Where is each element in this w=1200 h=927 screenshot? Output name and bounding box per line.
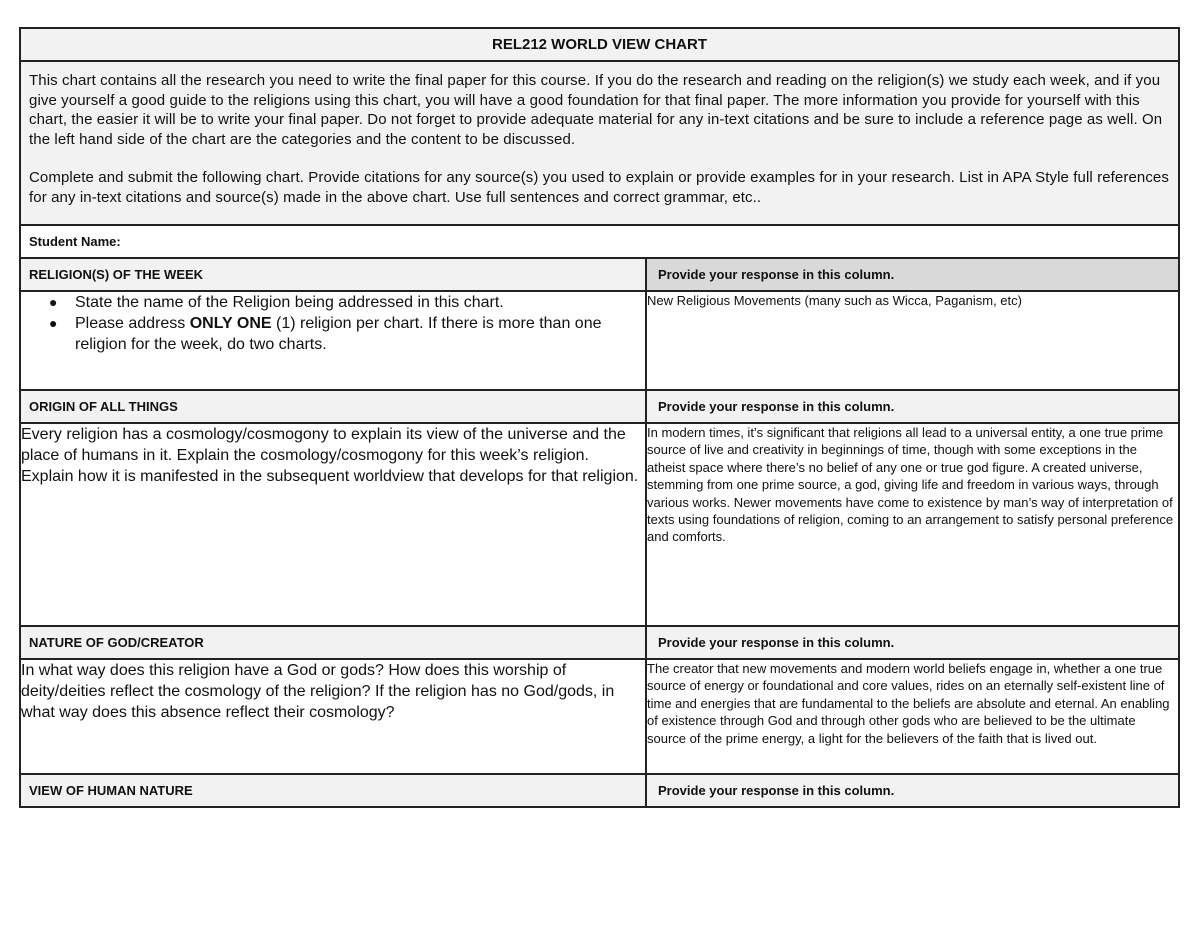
prompt-text: (1) religion per chart. If there is more than one religion for the week, do two charts. xyxy=(75,315,602,353)
section-body-nature-of-god xyxy=(20,659,1179,774)
prompt-emphasis: ONLY ONE xyxy=(189,315,272,332)
section-header-origin xyxy=(20,390,1179,423)
section-heading: RELIGION(S) OF THE WEEK xyxy=(20,258,646,291)
section-heading: VIEW OF HUMAN NATURE xyxy=(20,774,646,807)
answer-cell[interactable]: The creator that new movements and modern world beliefs engage in, whether a one true source of energy or foundational and core values, rides on an eternally self-existent line of time and energies that are fundamental to the beliefs are absolute and eternal. An enabling of existence through God and through other gods who are believed to be the ultimate source of the prime energy, a light for the believers of the faith that is lived out. xyxy=(646,659,1179,774)
prompt-list xyxy=(21,292,645,355)
answer-cell[interactable]: In modern times, it’s significant that religions all lead to a universal entity, a one true prime source of live and creativity in beginnings of time, though with some exceptions in the atheist space where there’s no belief of any one or true god figure. A created universe, stemming from one prime source, a god, giving life and freedom in various ways, through various works. Newer movements have come to existence by man’s way of interpretation of texts using foundations of religion, coming to an arrangement to satisfy personal preference and comforts. xyxy=(646,423,1179,626)
bullet-icon: ● xyxy=(49,315,58,331)
answer-cell[interactable]: New Religious Movements (many such as Wicca, Paganism, etc) xyxy=(646,291,1179,390)
prompt-cell xyxy=(20,291,646,390)
bullet-icon: ● xyxy=(49,294,58,310)
prompt-text: Please address xyxy=(75,315,190,332)
instructions-paragraph-1: This chart contains all the research you need to write the final paper for this course. If you do the research and reading on the religion(s) we study each week, and if you give yourself a good guide to the religions using this chart, you will have a good foundation for that final paper. The more information you provide for yourself with this chart, the easier it will be to write your final paper. Do not forget to provide adequate material for any in-text citations and be sure to include a reference page as well. On the left hand side of the chart are the categories and the content to be discussed. xyxy=(29,72,1163,148)
prompt-cell: In what way does this religion have a God or gods? How does this worship of deity/deities reflect the cosmology of the religion? If the religion has no God/gods, in what way does this absence reflect their cosmology? xyxy=(20,659,646,774)
instructions-paragraph-2: Complete and submit the following chart. Provide citations for any source(s) you used to explain or provide examples for in your research. List in APA Style full references for any in-text citations and source(s) made in the above chart. Use full sentences and correct grammar, etc.. xyxy=(29,169,1169,206)
prompt-list-item xyxy=(49,313,645,355)
response-header: Provide your response in this column. xyxy=(646,390,1179,423)
section-header-religion xyxy=(20,258,1179,291)
section-heading: NATURE OF GOD/CREATOR xyxy=(20,626,646,659)
response-header: Provide your response in this column. xyxy=(646,774,1179,807)
section-body-origin xyxy=(20,423,1179,626)
student-name-row xyxy=(20,225,1179,258)
section-header-human-nature xyxy=(20,774,1179,807)
section-header-nature-of-god xyxy=(20,626,1179,659)
response-header: Provide your response in this column. xyxy=(646,626,1179,659)
response-header: Provide your response in this column. xyxy=(646,258,1179,291)
section-heading: ORIGIN OF ALL THINGS xyxy=(20,390,646,423)
chart-title-row xyxy=(20,28,1179,61)
section-body-religion xyxy=(20,291,1179,390)
instructions-row xyxy=(20,61,1179,225)
chart-title: REL212 WORLD VIEW CHART xyxy=(20,28,1179,61)
instructions-cell xyxy=(20,61,1179,225)
world-view-chart xyxy=(19,27,1180,808)
prompt-text: State the name of the Religion being addressed in this chart. xyxy=(75,294,504,311)
student-name-label[interactable]: Student Name: xyxy=(20,225,1179,258)
prompt-cell: Every religion has a cosmology/cosmogony to explain its view of the universe and the place of humans in it. Explain the cosmology/cosmogony for this week’s religion. Explain how it is manifested in the subsequent worldview that develops for that religion. xyxy=(20,423,646,626)
prompt-list-item xyxy=(49,292,645,313)
